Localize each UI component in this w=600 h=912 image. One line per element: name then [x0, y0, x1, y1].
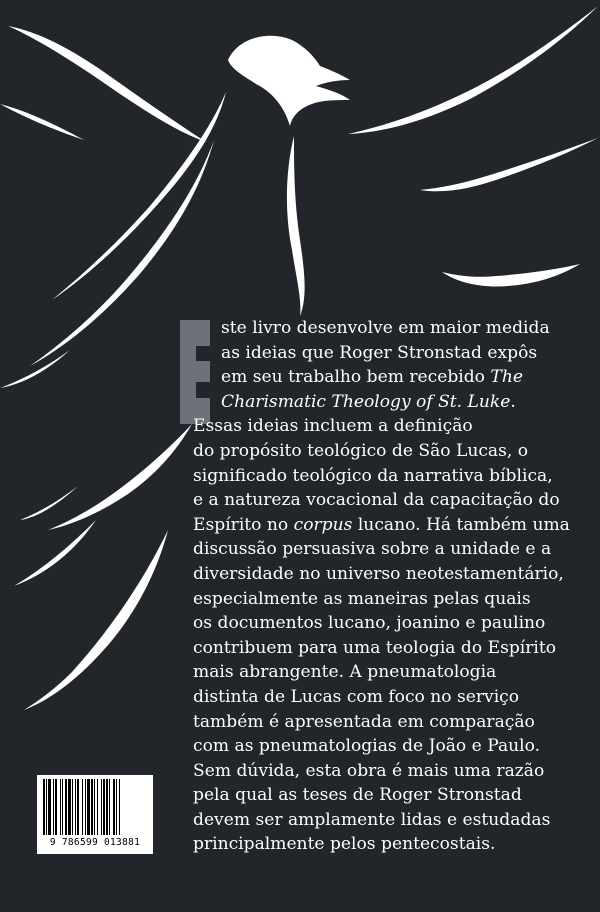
blurb-italic: corpus [293, 514, 353, 535]
blurb-line: os documentos lucano, joanino e paulino [193, 613, 546, 634]
blurb-line: Essas ideias incluem a definição [193, 416, 473, 437]
blurb-line: mais abrangente. A pneumatologia [193, 662, 497, 683]
blurb-line: principalmente pelos pentecostais. [193, 834, 496, 855]
feather-12 [24, 530, 168, 710]
blurb-line: especialmente as maneiras pelas quais [193, 588, 531, 609]
feather-1 [8, 26, 206, 142]
blurb-line: devem ser amplamente lidas e estudadas [193, 809, 551, 830]
blurb-line: com as pneumatologias de João e Paulo. [193, 736, 541, 757]
isbn-barcode [37, 775, 153, 854]
feather-6 [348, 6, 598, 134]
dove-breast [287, 136, 305, 316]
feather-7 [420, 138, 598, 191]
blurb-line: também é apresentada em comparação [193, 711, 535, 732]
feather-2 [0, 104, 84, 140]
barcode-icon [37, 775, 153, 837]
dove-head [228, 36, 350, 126]
blurb-line: do propósito teológico de São Lucas, o [193, 440, 529, 461]
feather-8 [442, 264, 580, 286]
blurb-line: as ideias que Roger Stronstad expôs [221, 342, 538, 363]
blurb-line: Sem dúvida, esta obra é mais uma razão [193, 760, 545, 781]
blurb-line: diversidade no universo neotestamentário, [193, 563, 564, 584]
blurb-line: e a natureza vocacional da capacitação do [193, 490, 560, 511]
blurb-line: em seu trabalho bem recebido The [221, 367, 523, 388]
blurb-line: Espírito no corpus lucano. Há também uma [193, 514, 570, 535]
blurb-line: distinta de Lucas com foco no serviço [193, 686, 520, 707]
blurb-line: contribuem para uma teologia do Espírito [193, 637, 557, 658]
feather-5 [0, 350, 70, 388]
blurb-line: pela qual as teses de Roger Stronstad [193, 785, 522, 806]
feather-10 [20, 486, 78, 520]
feather-11 [14, 520, 96, 586]
blurb-line: Charismatic Theology of St. Luke. [221, 391, 516, 412]
blurb-italic: The [490, 367, 523, 388]
blurb-italic: Charismatic Theology of St. Luke [221, 391, 511, 412]
back-cover-blurb [193, 316, 593, 857]
blurb-line: discussão persuasiva sobre a unidade e a [193, 539, 552, 560]
blurb-line: significado teológico da narrativa bíblica, [193, 465, 553, 486]
feather-9 [48, 424, 192, 530]
isbn-number: 9 786599 013881 [49, 837, 141, 848]
blurb-line: ste livro desenvolve em maior medida [221, 318, 550, 338]
